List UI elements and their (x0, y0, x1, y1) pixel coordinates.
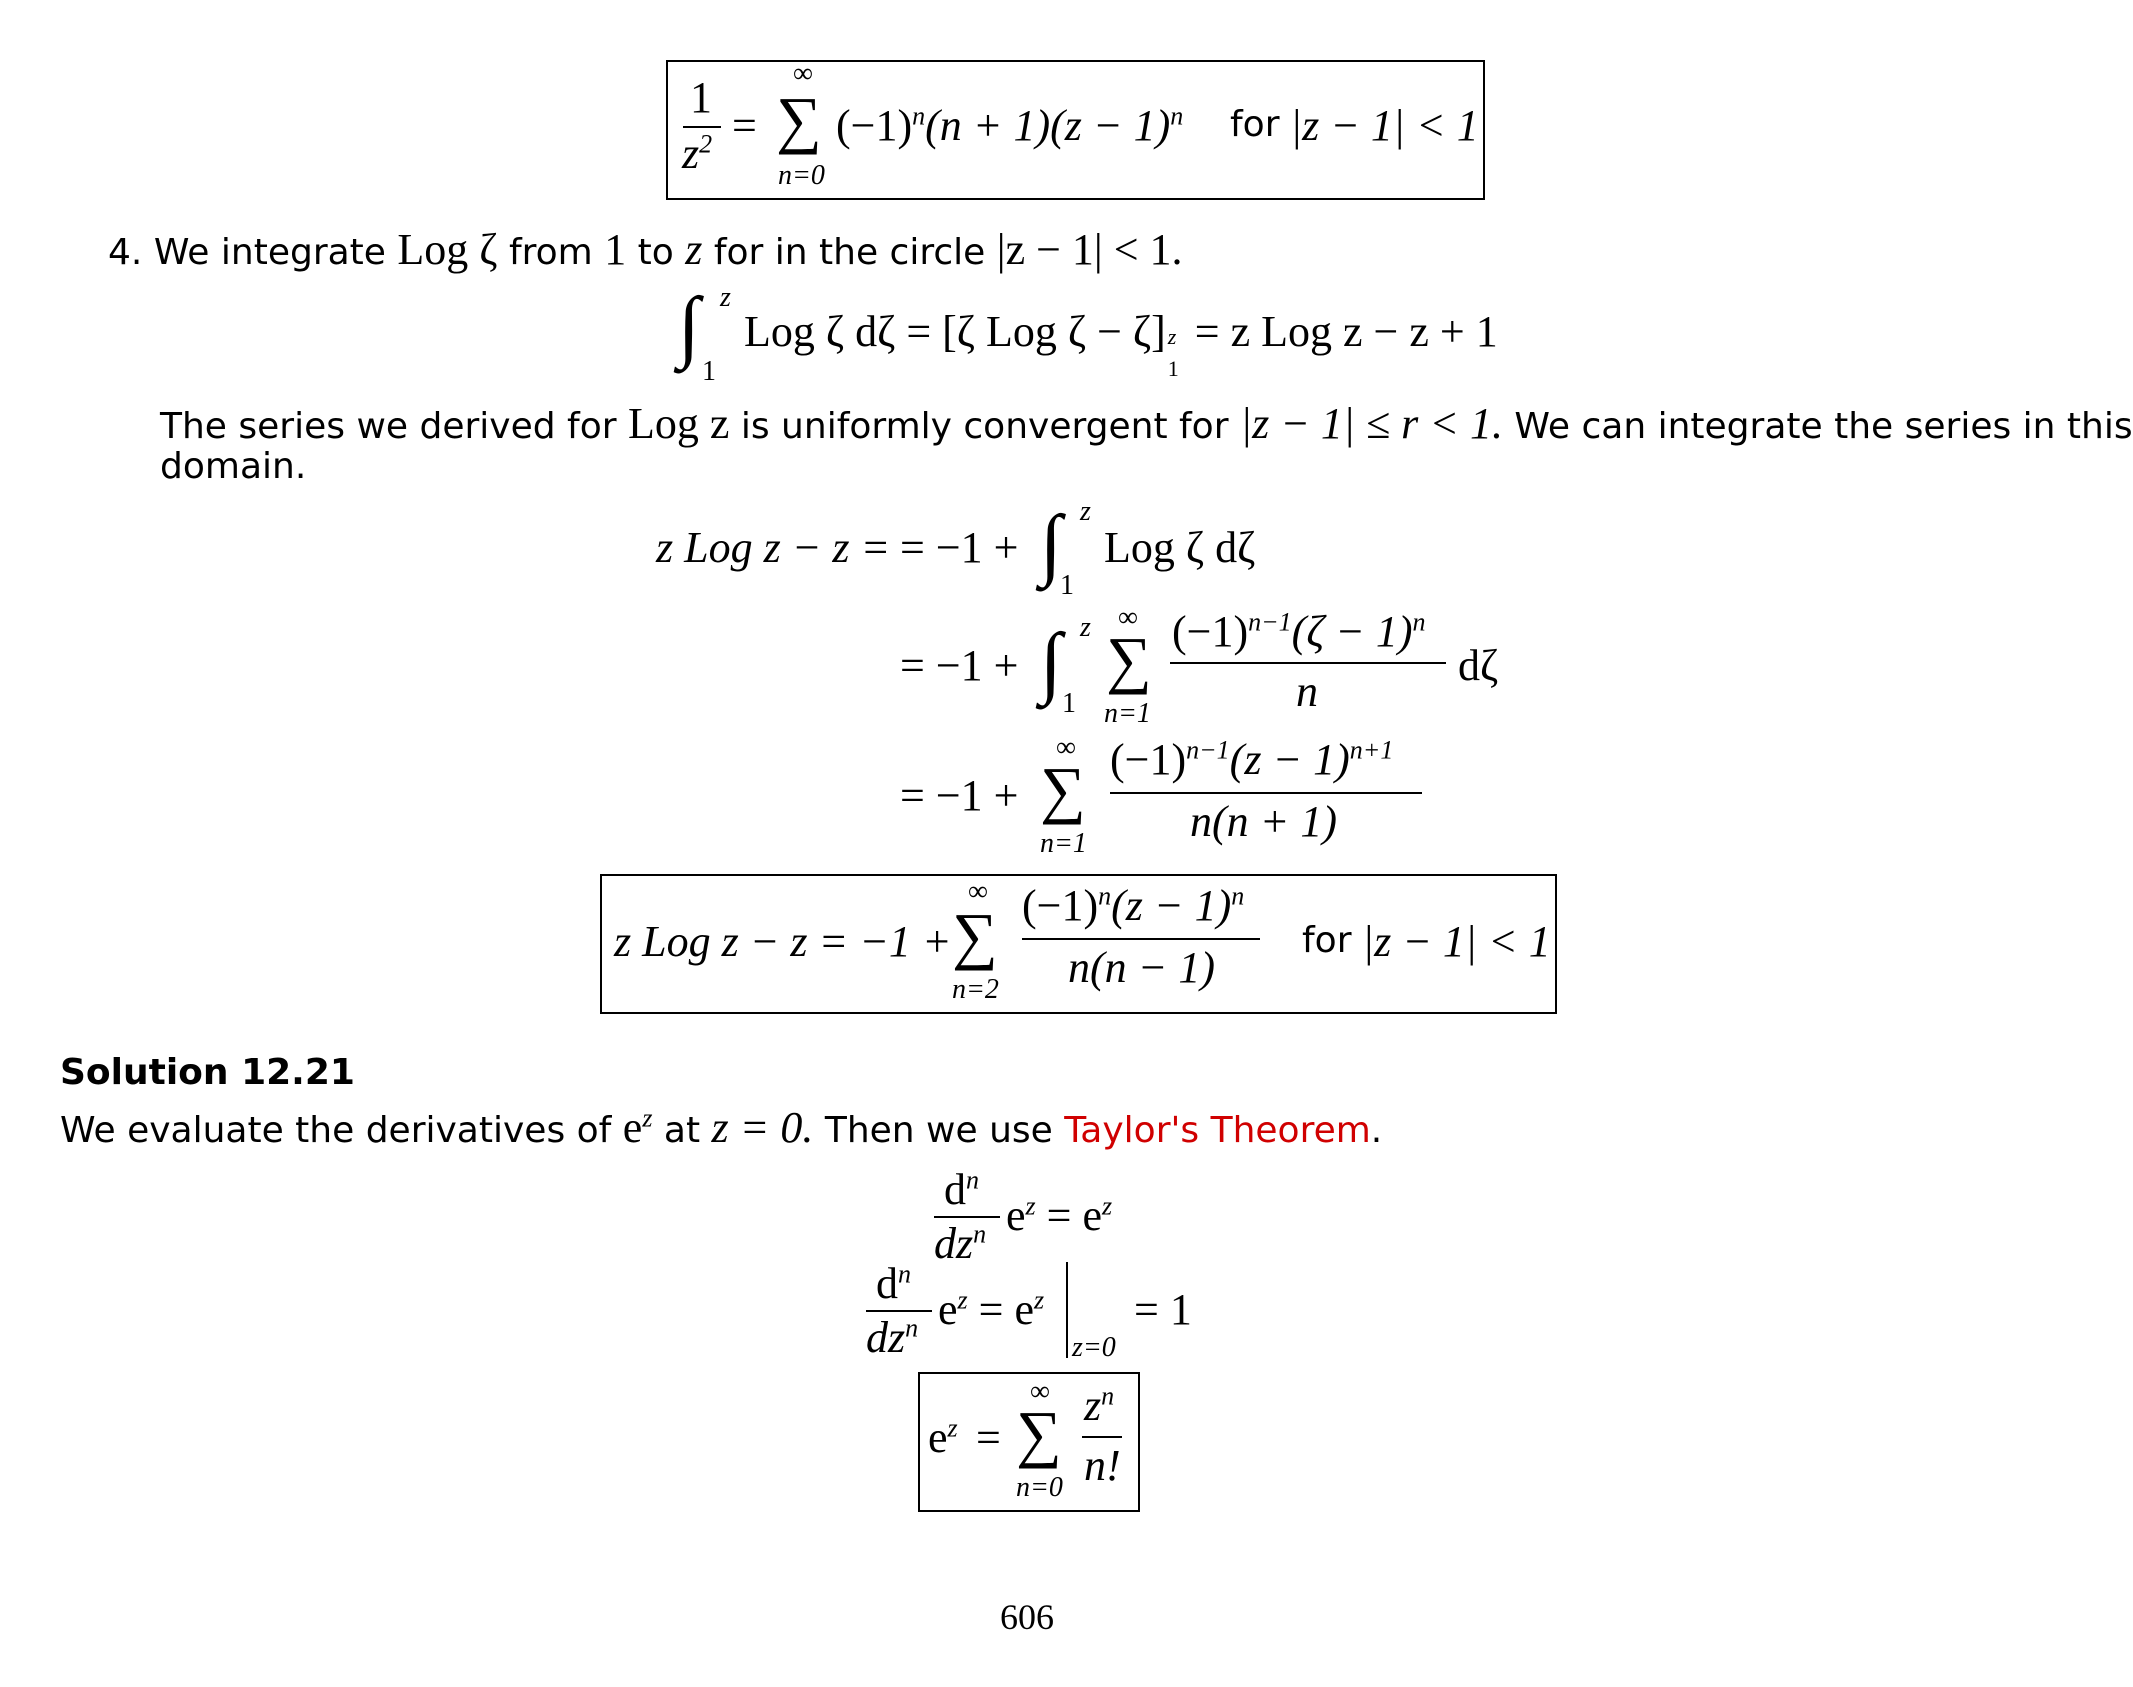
box2-numerator: $(-1)^n(z - 1)^n$ (1022, 881, 1245, 930)
deriv2-numerator: $d^n$ (876, 1259, 911, 1308)
box3-sum-bottom: n=0 (1016, 1472, 1063, 1503)
align-line2-sum: ∑ (1106, 624, 1152, 695)
deriv2-denominator: $dz^n$ (866, 1313, 919, 1362)
box3-sum: ∑ (1016, 1398, 1062, 1469)
solution-heading: Solution 12.21 (60, 1052, 355, 1093)
deriv2-body: $e^z = e^z$ (938, 1285, 1045, 1334)
box2-sum-top: ∞ (968, 876, 988, 907)
align-line2-upper: z (1080, 612, 1091, 643)
page-number: 606 (1000, 1597, 1054, 1637)
box3-denominator: n! (1084, 1441, 1121, 1490)
box2-lhs: z Log z − z = −1 + (614, 917, 952, 966)
align-line3-sum-top: ∞ (1056, 732, 1076, 763)
align-line3-denominator: n(n + 1) (1190, 797, 1337, 846)
box2-sum: ∑ (952, 900, 998, 971)
integral-body: Log ζ dζ = [ζ Log ζ − ζ] z 1 = z Log z − z + 1 (744, 307, 1498, 381)
align-line2-sum-top: ∞ (1118, 602, 1138, 633)
align-line1-body: Log ζ dζ (1104, 523, 1256, 572)
align-line3-sum-bottom: n=1 (1040, 828, 1087, 859)
deriv1-denominator: $dz^n$ (934, 1219, 987, 1268)
paragraph-line2: domain. (160, 446, 307, 487)
taylor-theorem-link[interactable]: Taylor's Theorem (1064, 1110, 1371, 1151)
frac-den: $z^2$ (682, 129, 713, 178)
integral-upper: z (720, 282, 731, 313)
align-line1-lhs: z Log z − z = (656, 523, 891, 572)
align-line1-upper: z (1080, 496, 1091, 527)
box3-equals: = (976, 1413, 1001, 1462)
paragraph-line1: The series we derived for Log z is uniformly convergent for |z − 1| ≤ r < 1. We can integrate the series in this (160, 399, 2133, 448)
align-line2-integral: ∫ (1040, 618, 1062, 706)
item4-line: 4. We integrate Log ζ from 1 to z for in the circle |z − 1| < 1. (108, 225, 1183, 274)
align-line3-rhs: = −1 + (900, 771, 1019, 820)
box2-frac-bar (1022, 938, 1260, 940)
condition-word: for (1230, 104, 1280, 145)
sum-lower-limit: n=0 (778, 160, 825, 191)
align-line2-numerator: $(-1)^{n-1}(\zeta - 1)^n$ (1172, 607, 1426, 656)
align-line2-denominator: n (1296, 667, 1318, 716)
align-line1-rhs: = −1 + (900, 523, 1019, 572)
box3-sum-top: ∞ (1030, 1376, 1050, 1407)
box2-condition-expression: |z − 1| < 1 (1362, 917, 1551, 966)
sum-upper-limit: ∞ (793, 58, 813, 89)
integral-lower: 1 (702, 356, 716, 387)
align-line2-frac-bar (1170, 662, 1446, 664)
series-body: $(-1)^n(n + 1)(z - 1)^n$ (836, 101, 1184, 150)
box2-denominator: n(n − 1) (1068, 943, 1215, 992)
evaluation-bar (1066, 1262, 1068, 1358)
align-line1-lower: 1 (1060, 570, 1074, 601)
integral-symbol: ∫ (678, 282, 700, 370)
align-line2-sum-bottom: n=1 (1104, 698, 1151, 729)
list-number: 4. (108, 232, 143, 273)
align-line1-integral: ∫ (1040, 500, 1062, 588)
deriv2-result: = 1 (1134, 1285, 1192, 1334)
align-line2-lower: 1 (1062, 688, 1076, 719)
box3-frac-bar (1082, 1436, 1122, 1438)
deriv1-numerator: $d^n$ (944, 1165, 979, 1214)
equals-sign: = (732, 101, 757, 150)
sum-symbol: ∑ (776, 84, 822, 155)
deriv1-body: $e^z = e^z$ (1006, 1191, 1113, 1240)
condition-expression: |z − 1| < 1 (1290, 101, 1479, 150)
align-line2-tail: dζ (1458, 641, 1499, 690)
box3-lhs: $e^z$ (928, 1413, 958, 1462)
align-line3-sum: ∑ (1040, 754, 1086, 825)
align-line3-frac-bar (1110, 792, 1422, 794)
box2-condition-word: for (1302, 920, 1352, 961)
frac-num: 1 (690, 73, 712, 122)
evaluation-point: z=0 (1072, 1332, 1116, 1363)
align-line2-rhs: = −1 + (900, 641, 1019, 690)
align-line3-numerator: $(-1)^{n-1}(z - 1)^{n+1}$ (1110, 735, 1394, 784)
box2-sum-bottom: n=2 (952, 974, 999, 1005)
box3-numerator: $z^n$ (1084, 1381, 1115, 1430)
solution-intro: We evaluate the derivatives of $e^z$ at z = 0. Then we use Taylor's Theorem. (60, 1103, 1383, 1152)
